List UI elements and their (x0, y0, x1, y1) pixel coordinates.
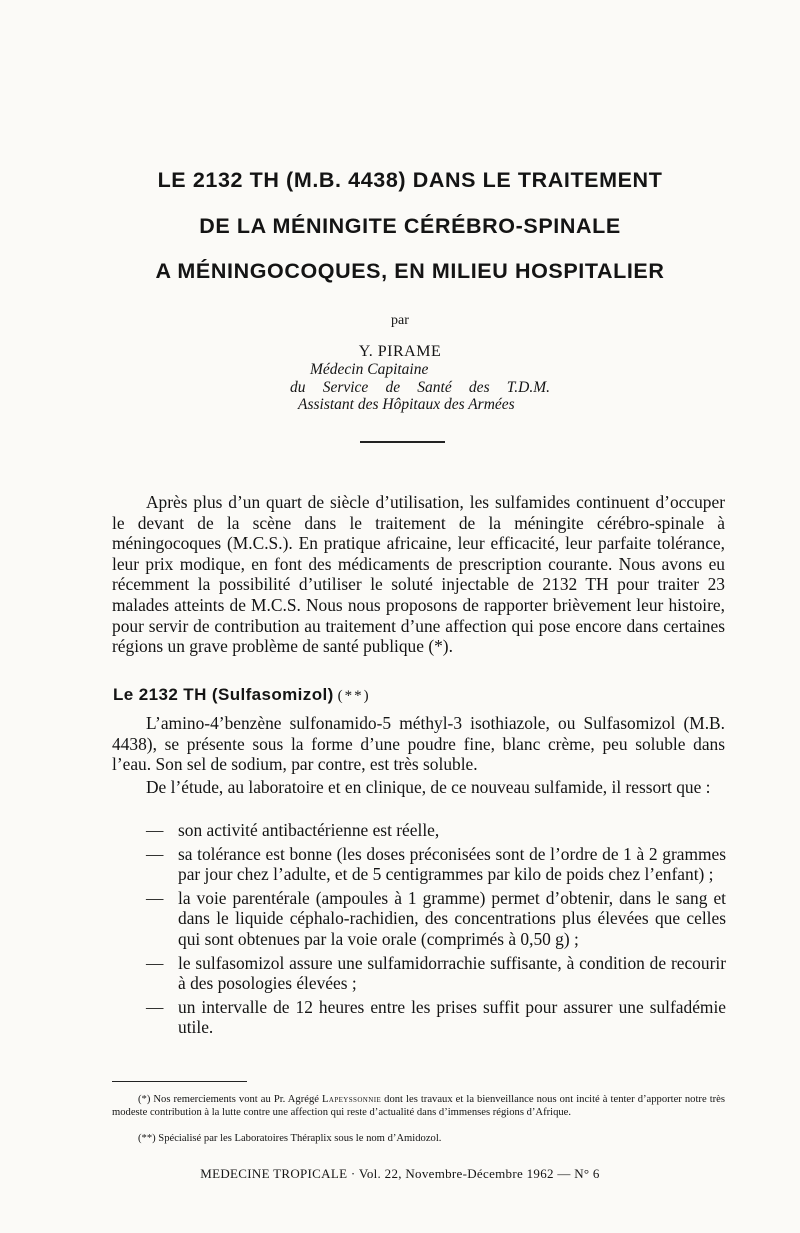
footnote-1-text-end: dont les travaux et la bienveillance nous ont incité à tenter d’apporter notre très modeste contribution à la lutte contre une affection qui reste d’actualité dans d’immenses régions d’Afrique. (112, 1094, 725, 1118)
dash-bullet: — (146, 843, 164, 864)
author-name: Y. PIRAME (358, 343, 442, 360)
footnote-1-text-start: (*) Nos remerciements vont au Pr. Agrégé (138, 1094, 323, 1105)
dash-bullet: — (146, 887, 164, 908)
findings-list (146, 820, 726, 1041)
article-title-line-2: DE LA MÉNINGITE CÉRÉBRO-SPINALE (199, 214, 621, 238)
author-rank: Médecin Capitaine (310, 361, 429, 378)
footnote-rule (112, 1081, 247, 1082)
dash-bullet: — (146, 820, 164, 840)
section-paragraph-1: L’amino-4’benzène sulfonamido-5 méthyl-3 isothiazole, ou Sulfasomizol (M.B. 4438), se présente sous la forme d’une poudre fine, blanc crème, peu soluble dans l’eau. Son sel de sodium, par contre, est très soluble. (112, 713, 725, 775)
list-item-text: un intervalle de 12 heures entre les prises suffit pour assurer une sulfadémie utile. (178, 996, 726, 1038)
list-item (146, 953, 726, 994)
dash-bullet: — (146, 996, 164, 1017)
footnote-1 (112, 1093, 725, 1119)
author-credentials (290, 361, 550, 414)
author-assignment: Assistant des Hôpitaux des Armées (298, 396, 515, 413)
list-item (146, 820, 726, 841)
list-item-text: le sulfasomizol assure une sulfamidorrachie suffisante, à condition de recourir à des posologies élevées ; (178, 952, 726, 994)
author-service: du Service de Santé des T.D.M. (290, 378, 550, 396)
article-title-line-3: A MÉNINGOCOQUES, EN MILIEU HOSPITALIER (155, 259, 665, 283)
dash-bullet: — (146, 952, 164, 973)
section-heading-footnote-mark: (**) (337, 688, 371, 704)
section-heading-text: Le 2132 TH (Sulfasomizol) (113, 685, 334, 704)
section-paragraph-2: De l’étude, au laboratoire et en clinique, de ce nouveau sulfamide, il ressort que : (146, 777, 711, 797)
page-footer: MEDECINE TROPICALE · Vol. 22, Novembre-Décembre 1962 — N° 6 (200, 1166, 600, 1181)
section-heading (113, 685, 371, 705)
footnote-1-name: Lapeyssonnie (322, 1094, 382, 1105)
list-item (146, 997, 726, 1038)
article-title-line-1: LE 2132 TH (M.B. 4438) DANS LE TRAITEMENT (157, 168, 663, 192)
list-item-text: sa tolérance est bonne (les doses préconisées sont de l’ordre de 1 à 2 grammes par jour chez l’adulte, et de 5 centigrammes par kilo de poids chez l’enfant) ; (178, 843, 726, 885)
list-item (146, 888, 726, 950)
footnote-2: (**) Spécialisé par les Laboratoires Théraplix sous le nom d’Amidozol. (138, 1133, 442, 1144)
title-separator-rule (360, 441, 445, 443)
list-item (146, 844, 726, 885)
list-item-text: son activité antibactérienne est réelle, (178, 820, 440, 840)
intro-paragraph: Après plus d’un quart de siècle d’utilisation, les sulfamides continuent d’occuper le devant de la scène dans le traitement de la méningite cérébro-spinale à méningocoques (M.C.S.). En pratique africaine, leur efficacité, leur parfaite tolérance, leur prix modique, en font des médicaments de prescription courante. Nous avons eu récemment la possibilité d’utiliser le soluté injectable de 2132 TH pour traiter 23 malades atteints de M.C.S. Nous nous proposons de rapporter brièvement leur histoire, pour servir de contribution au traitement d’une affection qui pose encore dans certaines régions un grave problème de santé publique (*). (112, 492, 725, 657)
list-item-text: la voie parentérale (ampoules à 1 gramme) permet d’obtenir, dans le sang et dans le liquide céphalo-rachidien, des concentrations plus élevées que celles qui sont obtenues par la voie orale (comprimés à 0,50 g) ; (178, 887, 726, 949)
byline-par: par (391, 313, 409, 328)
